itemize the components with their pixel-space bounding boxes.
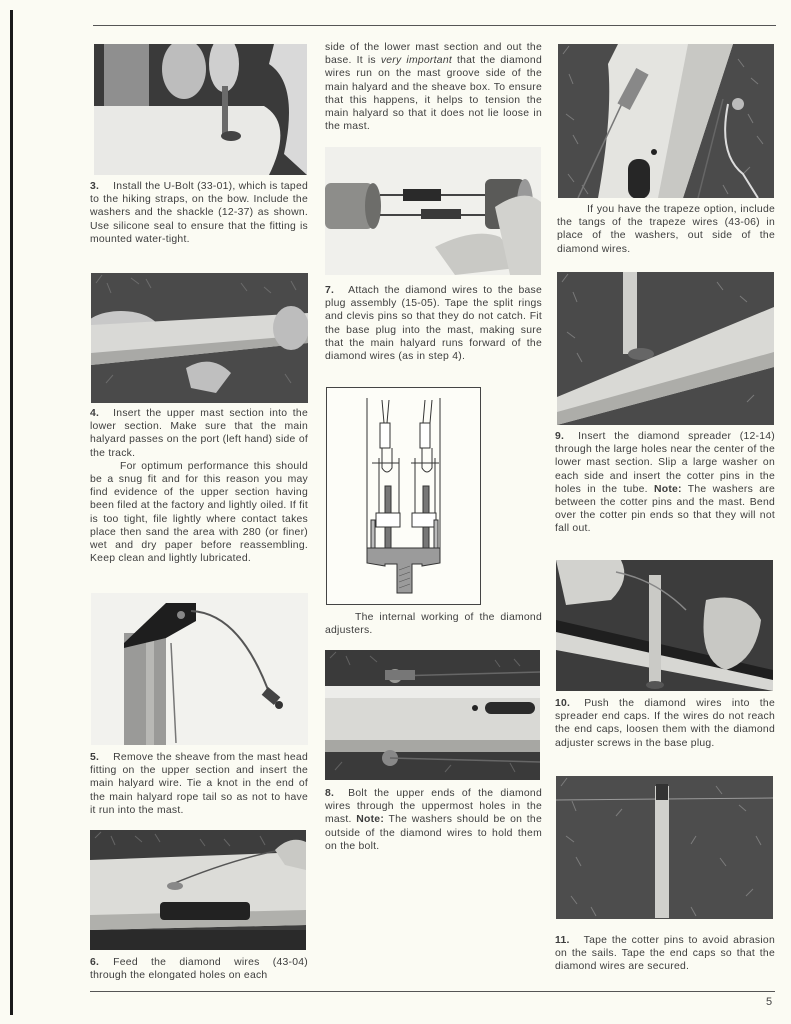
emphasis: very important [380,55,452,67]
photo-base-plug [325,147,541,275]
photo-masthead-sheave [91,593,308,745]
step-number: 8. [325,788,335,799]
step-9-text: 9. Insert the diamond spreader (12-14) through the large holes near the center of the lower mast section. Slip a large washer on each side and insert the cotter pins in the holes in the tube. Note: The washers are between the cotter pins and the mast. Bend over the cotter pin ends so that they will not fall out. [555,431,776,535]
photo-feed-diamond-wires [90,830,306,950]
step-number: 5. [90,752,100,763]
step-number: 10. [555,698,571,709]
step-number: 4. [90,408,100,419]
step-11-text: 11. Tape the cotter pins to avoid abrasion on the sails. Tape the end caps so that the diamond wires are secured. [555,935,775,973]
photo-bolt-upper-ends [325,650,540,780]
step-5-text: 5. Remove the sheave from the mast head fitting on the upper section and insert the main halyard wire. Tie a knot in the end of the main halyard rope tail so as not to have it run into the mast. [90,752,308,816]
photo-spreader-insert [557,272,774,425]
trapeze-note-text: If you have the trapeze option, include the tangs of the trapeze wires (43-06) in place of the washers, out side of the diamond wires. [557,204,775,255]
photo-mast-insert [91,273,308,403]
photo-push-wires [556,560,773,691]
step-8-text: 8. Bolt the upper ends of the diamond wires through the uppermost holes in the mast. Note: The washers should be on the outside of the diamond wires to hold them on the bolt. [325,788,542,852]
photo-trapeze-tangs [558,44,774,198]
top-rule [93,25,776,26]
diagram-caption: The internal working of the diamond adjusters. [325,612,542,637]
note-label: Note: [653,483,682,495]
page-number: 5 [766,996,773,1008]
step-3-text: 3. Install the U-Bolt (33-01), which is taped to the hiking straps, on the bow. Include the washers and the shackle (12-37) as shown. Use silicone seal to ensure that the fitting is mounted water-tight. [90,181,308,245]
step-6-text: 6. Feed the diamond wires (43-04) through the elongated holes on each [90,957,308,982]
photo-ubolt-install [94,44,307,175]
step-6-continued-text: side of the lower mast section and out the base. It is very important that the diamond wires run on the mast groove side of the main halyard and the sheave box. To ensure that this happens, it helps to tension the main halyard so that it does not lie loose in the mast. [325,42,542,133]
page-binding-edge [10,10,13,1015]
bottom-rule [90,991,775,992]
step-number: 7. [325,285,335,296]
note-label: Note: [356,814,385,826]
step-number: 3. [90,181,100,192]
step-number: 11. [555,935,570,946]
photo-taped-caps [556,776,773,919]
step-10-text: 10. Push the diamond wires into the spreader end caps. If the wires do not reach the end caps, loosen them with the diamond adjuster screws in the base plug. [555,698,775,749]
step-number: 9. [555,431,565,442]
step-7-text: 7. Attach the diamond wires to the base plug assembly (15-05). Tape the split rings and clevis pins so that they do not catch. Fit the base plug into the mast, making sure that the main halyard runs forward of the diamond wires (as in step 4). [325,285,542,363]
step-4-text: 4. Insert the upper mast section into the lower section. Make sure that the main halyard passes on the port (left hand) side of the track. For optimum performance this should be a snug fit and for this reason you may find evidence of the upper section having been filed at the factory and lightly oiled. If fit is too tight, file lightly where contact takes place then sand the area with 280 (or finer) wet and dry paper before reassembling. Keep clean and lightly lubricated. [90,408,308,565]
step-number: 6. [90,957,100,968]
diagram-diamond-adjusters [326,387,481,605]
